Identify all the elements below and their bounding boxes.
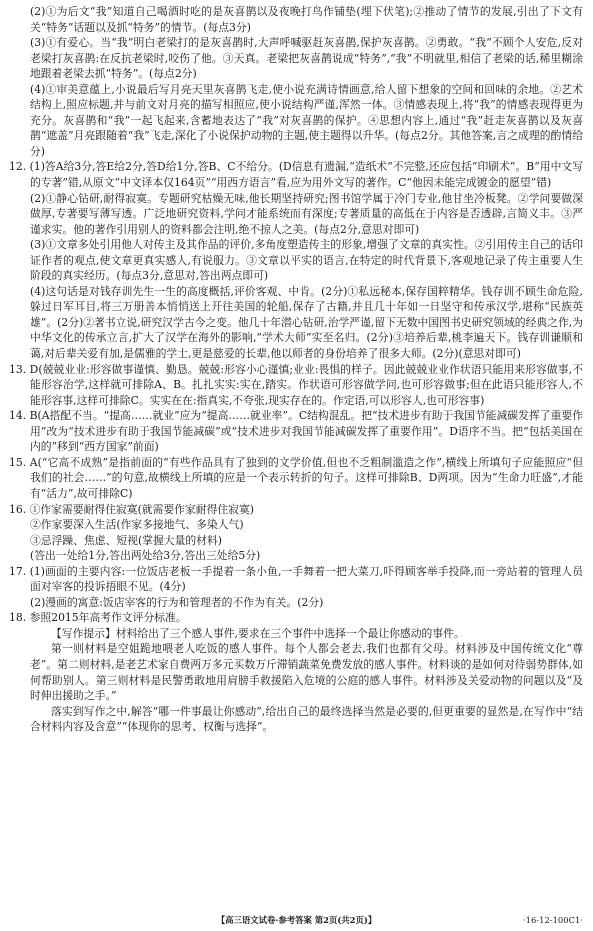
answer-paragraph: 17. (1)画面的主要内容:一位饭店老板一手提着一条小鱼,一手舞着一把大菜刀,吓得顾客举手投降,而一旁站着的管理人员面对宰客的投诉捂眼不见。(4分) bbox=[9, 564, 583, 594]
answer-paragraph: (2)①为后文“我”知道自己喝酒时吃的是灰喜鹊以及夜晚打鸟作铺垫(埋下伏笔);②推动了情节的发展,引出了下文有关“特务”话题以及抓“特务”的情节。(每点3分) bbox=[30, 5, 583, 34]
answer-paragraph: ②作家要深入生活(作家多接地气、多染人气) bbox=[30, 518, 244, 532]
answer-paragraph: 12. (1)答A给3分,答E给2分,答D给1分,答B、C不给分。(D信息有遗漏,“造纸术”不完整,还应包括“印刷术”。B“用中文写的专著”错,从原文“中文译本仅164页”“用西方语言”看,应为用外文写的著作。C“他因未能完成镀金的愿望”错) bbox=[9, 160, 583, 190]
answer-paragraph: 第一则材料是空姐跪地喂老人吃饭的感人事件。每个人都会老去,我们也都有父母。材料涉及中国传统文化“尊老”。第二则材料,是老艺术家自费两万多元买数万斤滞销蔬菜免费发放的感人事件。材料谈的是如何对待弱势群体,如何帮助别人。第三则材料是民警勇敢地用肩膀手救援陷入危境的公庭的感人事件。材料涉及关爱动物的问题以及“及时伸出援助之手。” bbox=[30, 642, 583, 703]
answer-paragraph: 14. B(A搭配不当。“提高……就业”应为“提高……就业率”。C结构混乱。把“技术进步有助于我国节能减碳发挥了重要作用”改为“技术进步有助于我国节能减碳”或“技术进步对我国节能减碳发挥了重要作用”。D语序不当。把“包括美国在内的”移到“西方国家”前面) bbox=[9, 409, 583, 454]
answer-paragraph: 落实到写作之中,解答“哪一件事最让你感动”,给出自己的最终选择当然是必要的,但更重要的显然是,在写作中“结合材料内容及含意”“体现你的思考、权衡与选择”。 bbox=[30, 704, 583, 734]
answer-content bbox=[9, 4, 583, 735]
answer-key-page bbox=[9, 4, 583, 912]
answer-paragraph: ③忌浮躁、焦虑、短视(掌握大量的材料) bbox=[30, 533, 222, 547]
footer-code: ·16-12-100C1· bbox=[522, 915, 583, 925]
answer-paragraph: (4)①审美意蕴上,小说最后写月亮天里灰喜鹊飞走,使小说充满诗情画意,给人留下想象的空间和回味的余地。②艺术结构上,照应标题,并与前文对月亮的描写相照应,使小说结构严谨,浑然一体。③情感表现上,将“我”的情感表现得更为充分。灰喜鹊和“我”一起飞起来,含蓄地表达了“我”对灰喜鹊的保护。④思想内容上,通过“我”赶走灰喜鹊以及灰喜鹊“遮盖”月亮跟随着“我”飞走,深化了小说保护动物的主题,使主题得以升华。(每点2分。其他答案,言之成理的酌情给分) bbox=[30, 82, 583, 158]
answer-paragraph: (4)这句话是对钱存训先生一生的高度概括,评价客观、中肯。(2分)①私远秘本,保存国粹精华。钱存训不顾生命危险,躲过日军耳目,将三万册善本悄悄送上开往美国的轮船,保存了古籍,并且几十年如一日坚守和传承汉学,堪称“民族英雄”。(2分)②著书立说,研究汉学古今之变。他几十年潜心钻研,治学严谨,留下无数中国图书史研究领域的经典之作,为中华文化的传承立言,扩大了汉学在海外的影响,“学术大师”实至名归。(2分)③培养后辈,桃李遍天下。钱存训谦顺和蔼,对后辈关爱有加,是儒雅的学士,更是慈爱的长辈,他以师者的身份培养了很多大师。(2分)(意思对即可) bbox=[30, 284, 583, 361]
footer-title: 【高三语文试卷·参考答案 第2页(共2页)】 bbox=[216, 915, 377, 925]
answer-paragraph: 15. A(“它高不成熟”是指前面的“有些作品具有了独到的文学价值,但也不乏粗制滥造之作”,横线上所填句子应能照应“但我们的社会……”的句意,故横线上所填的应是一个表示转折的句子。这样可排除B、D两项。因为“生命力旺盛”,才能有“活力”,故可排除C) bbox=[9, 455, 583, 500]
answer-paragraph: (2)漫画的寓意:饭店宰客的行为和管理者的不作为有关。(2分) bbox=[30, 595, 324, 609]
answer-paragraph: (3)①有爱心。当“我”明白老梁打的是灰喜鹊时,大声呼喊驱赶灰喜鹊,保护灰喜鹊。②勇敢。“我”不顾个人安危,反对老梁打灰喜鹊:在反抗老梁时,咬伤了他。③天真。老梁把灰喜鹊说成“特务”,“我”不明就里,相信了老梁的话,稀里糊涂地跟着老梁去抓“特务”。(每点2分) bbox=[30, 36, 583, 81]
answer-paragraph: 18. 参照2015年高考作文评分标准。 bbox=[9, 611, 187, 625]
answer-paragraph: 【写作提示】材料给出了三个感人事件,要求在三个事件中选择一个最让你感动的事件。 bbox=[51, 626, 465, 640]
answer-paragraph: 13. D(兢兢业业:形容做事谨慎、勤恳。兢兢:形容小心谨慎;业业:畏惧的样子。因此兢兢业业作状语只能用来形容做事,不能形容治学,这样就可排除A、B。扎扎实实:实在,踏实。作状语可形容做学问,也可形容做事;但在此语只能形容人,不能形容事,这样可排除C。实实在在:指真实,不夸张,现实存在的。作定语,可以形容人,也可形容事) bbox=[9, 362, 583, 407]
page-footer bbox=[0, 912, 593, 928]
answer-paragraph: (答出一处给1分,答出两处给3分,答出三处给5分) bbox=[30, 549, 261, 563]
answer-paragraph: (3)①文章多处引用他人对传主及其作品的评价,多角度塑造传主的形象,增强了文章的真实性。②引用传主自己的话印证作者的观点,使文章更真实感人,有说服力。③文章以平实的语言,在特定的时代背景下,客观地记录了传主重要人生阶段的真实经历。(每点3分,意思对,答出两点即可) bbox=[30, 238, 583, 283]
answer-paragraph: (2)①静心钻研,耐得寂寞。专题研究枯燥无味,他长期坚持研究;图书馆学属于冷门专业,他甘坐冷板凳。②学问要做深做厚,专著要写薄写透。广泛地研究资料,学问才能系统而有深度;专著质量的高低在于内容是否透辟,言简义丰。③严谨求实。他的著作引用别人的资料都会注明,绝不掠人之美。(每点2分,意思对即可) bbox=[30, 191, 583, 236]
answer-paragraph: 16. ①作家需要耐得住寂寞(就需要作家耐得住寂寞) bbox=[9, 502, 254, 516]
